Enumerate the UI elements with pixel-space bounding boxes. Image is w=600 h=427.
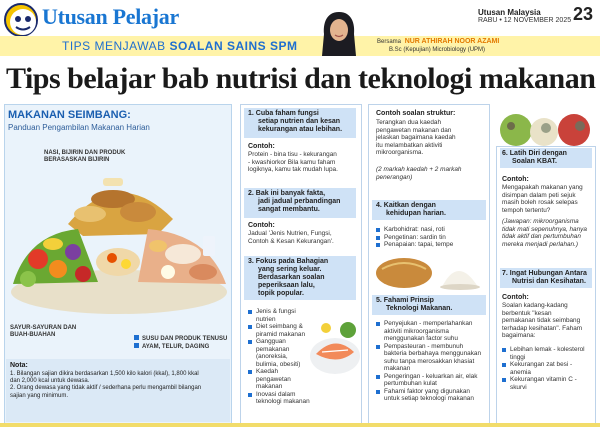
step6-example: Mengapakah makanan yang disimpan dalam peti sejuk masih boleh rosak selepas tempoh tertentu? [502,184,583,214]
question-text: Terangkan dua kaedah pengawetan makanan dan jelaskan bagaimana kaedah itu melambatkan aktiviti mikroorganisma. [376,119,456,157]
label-protein: AYAM, TELUR, DAGING [134,343,209,351]
list-item: Kaedah pengawetan makanan [248,368,310,391]
paper-info [478,8,571,24]
label-grains: NASI, BIJIRIN DAN PRODUK BERASASKAN BIJIRIN [44,150,126,163]
step5-heading: 5. Fahami Prinsip Teknologi Makanan. [376,297,453,312]
bread-rice-illustration [372,251,486,291]
step7-example: Soalan kadang-kadang berbentuk "kesan pemakanan tidak seimbang terhadap kesihatan". Faham bagaimana: [502,302,583,340]
band-prefix: TIPS MENJAWAB [62,39,170,53]
step2-heading: 2. Bak ini banyak fakta, jadi jadual perbandingan sangat membantu. [248,190,341,213]
step4-list [376,226,486,249]
author-portrait [318,8,360,56]
mascot-logo-icon [4,3,38,37]
author-line [377,38,499,45]
step2-example: Jadual 'Jenis Nutrien, Fungsi, Contoh & Kesan Kekurangan'. [248,230,334,245]
notes-text: 1. Bilangan sajian dikira berdasarkan 1,500 kilo kalori (kkal), 1,800 kkal dan 2,000 kcal untuk dewasa. 2. Orang dewasa yang tidak aktif / sederhana perlu mengambil bilangan sajian yang minimum. [10,371,202,399]
step7-list [502,346,592,391]
list-item: Diet seimbang & piramid makanan [248,323,310,338]
list-item: Kekurangan vitamin C - skurvi [502,376,592,391]
food-pyramid-illustration [8,164,230,314]
list-item: Pengeringan - keluarkan air, elak pertumbuhan kulat [376,373,486,388]
bottom-strip [0,423,600,427]
step3-heading: 3. Fokus pada Bahagian yang sering keluar. Berdasarkan soalan peperiksaan lalu, topik popular. [248,258,329,297]
band-bold: SOALAN SAINS SPM [169,39,298,53]
step2-example-label: Contoh: [248,222,275,229]
brand-name: Utusan Pelajar [42,4,179,29]
step4-heading: 4. Kaitkan dengan kehidupan harian. [376,202,446,217]
step6-answer: (Jawapan: mikroorganisma tidak mati sepenuhnya, hanya tidak aktif dan pertumbuhan mereka menjadi perlahan.) [502,218,587,248]
list-item: Pengetinan: sardin tin [376,234,486,242]
spoiled-fruit-illustration [496,104,596,148]
step5-list [376,320,486,403]
list-item: Kekurangan zat besi - anemia [502,361,592,376]
list-item: Gangguan pemakanan (anoreksia, bulimia, obesiti) [248,338,310,368]
step1-example-label: Contoh: [248,143,275,150]
author-credential: B.Sc (Kepujian) Microbiology (UPM) [389,47,486,53]
list-item: Penapaian: tapai, tempe [376,241,486,249]
list-item: Pempasteuran - membunuh bakteria berbahaya menggunakan suhu tanpa merosakkan khasiat makanan [376,343,486,373]
label-dairy: SUSU DAN PRODUK TENUSU [134,335,227,343]
paper-name: Utusan Malaysia [478,8,541,17]
question-heading: Contoh soalan struktur: [376,110,456,117]
step6-example-label: Contoh: [502,176,529,183]
list-item: Inovasi dalam teknologi makanan [248,391,310,406]
step7-example-label: Contoh: [502,294,529,301]
step7-heading: 7. Ingat Hubungan Antara Nutrisi dan Kesihatan. [502,270,587,285]
list-item: Penyejukan - memperlahankan aktiviti mikroorganisma menggunakan factor suhu [376,320,486,343]
panel-subtitle: Panduan Pengambilan Makanan Harian [8,123,150,132]
panel-title: MAKANAN SEIMBANG: [8,109,131,121]
question-marks: (2 markah kaedah + 2 markah penerangan) [376,166,462,181]
headline: Tips belajar bab nutrisi dan teknologi makanan [6,62,596,95]
notes-title: Nota: [10,362,28,369]
list-item: Jenis & fungsi nutrien [248,308,310,323]
list-item: Karbohidrat: nasi, roti [376,226,486,234]
step3-list [248,308,310,406]
label-vegetables: SAYUR-SAYURAN DAN BUAH-BUAHAN [10,325,77,338]
step1-heading: 1. Cuba faham fungsi setiap nutrien dan kesan kekurangan atau lebihan. [248,110,343,133]
topic-band-title [62,39,297,53]
step1-example: Protein - bina tisu - kekurangan - kwashiorkor Bila kamu faham logiknya, kamu tak mudah lupa. [248,151,338,174]
page-number: 23 [573,4,594,24]
with-label: Bersama [377,39,402,45]
author-name: NUR ATHIRAH NOOR AZAMI [404,38,500,45]
step6-heading: 6. Latih Diri dengan Soalan KBAT. [502,150,567,165]
issue-date: RABU • 12 NOVEMBER 2025 [478,17,572,24]
list-item: Fahami faktor yang digunakan untuk setiap teknologi makanan [376,388,486,403]
salmon-plate-illustration [308,316,362,378]
list-item: Lebihan lemak - kolesterol tinggi [502,346,592,361]
